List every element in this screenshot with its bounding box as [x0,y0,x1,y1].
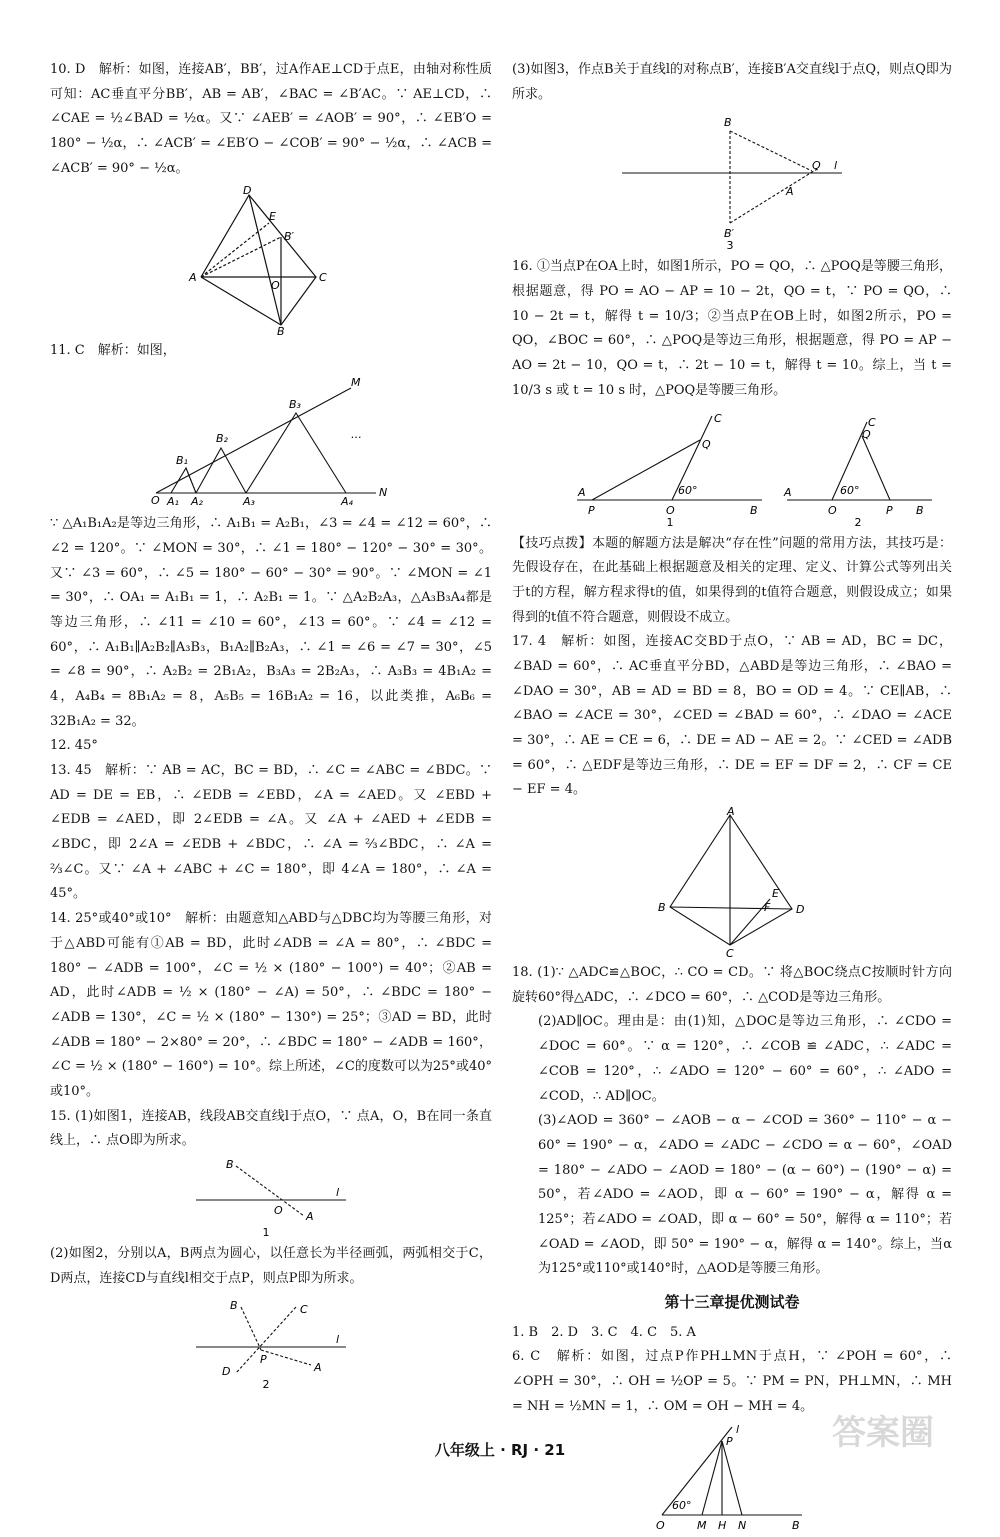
fig16-2-label-q: Q [862,427,871,441]
fig15-1 [186,1158,356,1238]
q12-text: 12. 45° [50,738,98,754]
fig11-label-a2: A₂ [191,495,203,509]
watermark-logo [824,1400,984,1470]
fig10-label-b: B [277,325,285,336]
fig11-label-n: N [379,486,388,500]
fig11-triangles [151,368,391,508]
fig10-label-c: C [319,271,327,285]
q16-text: 16. ①当点P在OA上时，如图1所示，PO = QO，∴ △POQ是等腰三角形，根据题意，得 PO = AO − AP = 10 − 2t，QO = t，∵ PO = QO，∴ 10 − 2t = t，解得 t = 10/3；②当点P在OB上时，如图2所示，PO = QO，∠BOC = 60°，∴ △POQ是等边三角形，根据题意，得 PO = AP − AO = 2t − 10，QO = t，∴ 2t − 10 = t，解得 t = 10。综上，当 t = 10/3 s 或 t = 10 s 时，△POQ是等腰三角形。 [512,259,952,398]
q18c-text: (3)∠AOD = 360° − ∠AOB − α − ∠COD = 360° − 110° − α − 60° = 190° − α，∠ADO = ∠ADC − ∠CDO = α − 60°，∠OAD = 180° − ∠ADO − ∠AOD = 180° − (α − 60°) − (190° − α) = 50°，若∠ADO = ∠AOD，即 α − 60° = 190° − α，解得 α = 125°；若∠ADO = ∠OAD，即 α − 60° = 50°，解得 α = 110°；若∠OAD = ∠AOD，即 50° = 190° − α，解得 α = 140°。综上，当α为125°或110°或140°时，△AOD是等腰三角形。 [538,1113,952,1277]
fig17-label-d: D [796,903,805,917]
fig11-label-b3: B₃ [289,398,301,412]
watermark-text: 答案圈 [832,1413,934,1453]
q15c-text: (3)如图3，作点B关于直线l的对称点B′，连接B′A交直线l于点Q，则点Q即为所求。 [512,62,952,102]
fig15-1-label-a: A [306,1210,314,1223]
fig16-2-label-o: O [828,503,837,517]
fig6-label-p: P [726,1435,733,1449]
q18b-text: (2)AD∥OC。理由是：由(1)知，△DOC是等边三角形，∴ ∠CDO = ∠DOC = 60°。∵ α = 120°，∴ ∠COB ≌ ∠ADC，∴ ∠ADC = ∠COB = 120°，∴ ∠ADO = 120° − 60° = 60°，∴ ∠ADO = ∠COD，∴ AD∥OC。 [538,1014,952,1104]
fig15-1-label-o: O [274,1204,283,1217]
page-footer: 八年级上 · RJ · 21 [434,1441,566,1459]
chapter-title: 第十三章提优测试卷 [664,1293,800,1311]
fig17-label-c: C [726,947,734,958]
fig16-1-label-o: O [666,503,675,517]
fig11-label-a3: A₃ [243,495,255,509]
fig16-1-label-p: P [588,503,595,517]
q15a-text: 15. (1)如图1，连接AB，线段AB交直线l于点O，∵ 点A，O，B在同一条直线上，∴ 点O即为所求。 [50,1108,492,1149]
fig16-2-label-c: C [868,415,876,429]
q14-text: 14. 25°或40°或10° 解析：由题意知△ABD与△DBC均为等腰三角形，对于△ABD可能有①AB = BD，此时∠ADB = ∠A = 80°，∴ ∠BDC = 180° − ∠ADB = 100°，∠C = ½ × (180° − 100°) = 40°；②AB = AD，此时∠ADB = ½ × (180° − ∠A) = 50°，∴ ∠BDC = 180° − ∠ADB = 130°，∠C = ½ × (180° − 130°) = 25°；③AD = BD，此时∠ADB = 180° − 2×80° = 20°，∴ ∠BDC = 180° − ∠ADB = 160°，∠C = ½ × (180° − 160°) = 10°。综上所述，∠C的度数可以为25°或40°或10°。 [50,911,492,1099]
fig6-label-l: l [736,1423,740,1437]
fig16-2-label-60: 60° [840,483,860,497]
fig16-2-caption: 2 [854,515,862,528]
fig16-2-label-b: B [916,503,924,517]
q13-text: 13. 45 解析：∵ AB = AC，BC = BD，∴ ∠C = ∠ABC = ∠BDC。∵ AD = DE = EB，∴ ∠EDB = ∠EBD，∠A = ∠AED。又 ∠EBD + ∠EDB = ∠AED，即 2∠EDB = ∠A。又 ∠A + ∠AED + ∠EDB = ∠BDC，即 2∠A = ∠EDB + ∠BDC，∴ ∠A = ⅔∠BDC，∴ ∠A = ⅔∠C。又∵ ∠A + ∠ABC + ∠C = 180°，即 4∠A = 180°，∴ ∠A = 45°。 [50,763,492,902]
fig17-label-a: A [727,807,735,819]
fig11-label-b2: B₂ [216,432,228,446]
fig15-3-label-b: B [724,116,732,130]
fig10-label-a: A [189,271,197,285]
fig6-label-m: M [697,1519,707,1533]
fig15-2-label-b: B [230,1299,238,1313]
q11-body: ∵ △A₁B₁A₂是等边三角形，∴ A₁B₁ = A₂B₁，∠3 = ∠4 = ∠12 = 60°，∴ ∠2 = 120°。∵ ∠MON = 30°，∴ ∠1 = 180° − 120° − 30° = 30°。又∵ ∠3 = 60°，∴ ∠5 = 180° − 60° − 30° = 90°。∵ ∠MON = ∠1 = 30°，∴ OA₁ = A₁B₁ = 1，∴ A₂B₁ = 1。∵ △A₂B₂A₃，△A₃B₃A₄都是等边三角形，∴ ∠11 = ∠10 = 60°，∠13 = 60°。∵ ∠4 = ∠12 = 60°，∴ A₁B₁∥A₂B₂∥A₃B₃，B₁A₂∥B₂A₃，∴ ∠1 = ∠6 = ∠7 = 30°，∠5 = ∠8 = 90°，∴ A₂B₂ = 2B₁A₂，B₃A₃ = 2B₂A₃，∴ A₃B₃ = 4B₁A₂ = 4，A₄B₄ = 8B₁A₂ = 8，A₅B₅ = 16B₁A₂ = 16，以此类推，A₆B₆ = 32B₁A₂ = 32。 [50,516,492,729]
q18a-text: 18. (1)∵ △ADC≌△BOC，∴ CO = CD。∵ 将△BOC绕点C按顺时针方向旋转60°得△ADC，∴ ∠DCO = 60°，∴ △COD是等边三角形。 [512,965,952,1005]
fig17-kite [652,807,812,957]
fig6-label-h: H [718,1519,727,1533]
fig16-1-label-a: A [578,485,586,499]
fig15-2-label-p: P [260,1353,267,1367]
fig16-1-label-c: C [714,411,722,425]
fig16-2-label-a: A [784,485,792,499]
fig11-label-m: M [351,376,361,390]
fig11-ellipsis: … [351,428,362,442]
fig10-label-d: D [243,185,252,198]
fig15-2-caption: 2 [262,1378,270,1391]
fig16-1-label-60: 60° [678,483,698,497]
fig15-3-label-l: l [834,159,838,173]
fig15-3-label-q: Q [812,159,821,173]
fig6-label-n: N [738,1519,747,1533]
fig16-pair [522,408,942,528]
fig11-label-a1: A₁ [167,495,179,509]
fig10-label-e: E [269,210,276,224]
right-column [512,58,952,1537]
fig15-2 [186,1295,356,1390]
fig17-label-e: E [772,887,779,901]
fig15-3-label-bp: B′ [724,227,735,241]
q10-text: 10. D 解析：如图，连接AB′，BB′，过A作AE⊥CD于点E，由轴对称性质可知：AC垂直平分BB′，AB = AB′，∠BAC = ∠B′AC。∵ AE⊥CD，∴ ∠CAE = ½∠BAD = ½α。又∵ ∠AEB′ = ∠AOB′ = 90°，∴ ∠EB′O = 180° − ½α，∴ ∠ACB′ = ∠EB′O − ∠COB′ = 90° − ½α，∴ ∠ACB = ∠ACB′ = 90° − ½α。 [50,62,492,176]
fig15-1-label-b: B [226,1158,234,1171]
left-column [50,58,492,1394]
fig16-1-label-b: B [750,503,758,517]
answers-line: 1. B 2. D 3. C 4. C 5. A [512,1324,696,1340]
fig10-quadrilateral [171,185,371,335]
fig15-2-label-d: D [222,1365,231,1379]
q15b-text: (2)如图2，分别以A，B两点为圆心，以任意长为半径画弧，两弧相交于C，D两点，连接CD与直线l相交于点P，则点P即为所求。 [50,1246,492,1286]
fig10-label-bp: B′ [284,230,295,244]
fig15-2-label-a: A [314,1361,322,1375]
fig10-label-o: O [271,279,280,293]
q17-text: 17. 4 解析：如图，连接AC交BD于点O，∵ AB = AD，BC = DC，∠BAD = 60°，∴ AC垂直平分BD，△ABD是等边三角形，∴ ∠BAO = ∠DAO = 30°，AB = AD = BD = 8，BO = OD = 4。∵ CE∥AB，∴ ∠BAO = ∠ACE = 30°，∠CED = ∠BAD = 60°，∴ ∠DAO = ∠ACE = 30°，∴ AE = CE = 6，∴ DE = AD − AE = 2。∵ ∠CED = ∠ADB = 60°，∴ △EDF是等边三角形，∴ DE = EF = DF = 2，∴ CF = CE − EF = 4。 [512,634,952,798]
fig16-2-label-p: P [886,503,893,517]
fig15-2-label-l: l [336,1333,340,1347]
fig15-3 [612,111,852,251]
fig15-3-caption: 3 [726,239,734,252]
fig11-label-b1: B₁ [176,454,188,468]
fig15-3-label-a: A [786,185,794,199]
fig15-1-label-l: l [336,1186,340,1199]
fig17-label-f: F [764,901,771,915]
fig17-label-b: B [658,901,666,915]
fig16-1-caption: 1 [666,515,674,528]
fig16-1-label-q: Q [702,437,711,451]
fig6-label-o: O [656,1519,665,1533]
fig15-1-caption: 1 [262,1226,270,1238]
q6-text: 6. C 解析：如图，过点P作PH⊥MN于点H，∵ ∠POH = 60°，∴ ∠OPH = 30°，∴ OH = ½OP = 5。∵ PM = PN，PH⊥MN，∴ MH = NH = ½MN = 1，∴ OM = OH − MH = 4。 [512,1349,952,1414]
fig15-2-label-c: C [300,1303,308,1317]
fig11-label-o: O [151,494,160,508]
tip-text: 【技巧点拨】本题的解题方法是解决“存在性”问题的常用方法，其技巧是：先假设存在，在此基础上根据题意及相关的定理、定义、计算公式等列出关于t的方程，解方程求得t的值，如果得到的t值符合题意，则假设成立；如果得到的t值不符合题意，则假设不成立。 [512,535,952,625]
fig6-label-60: 60° [672,1499,692,1513]
q11-text: 11. C 解析：如图， [50,343,176,359]
fig6-label-b: B [792,1519,800,1533]
fig11-label-a4: A₄ [341,495,353,509]
